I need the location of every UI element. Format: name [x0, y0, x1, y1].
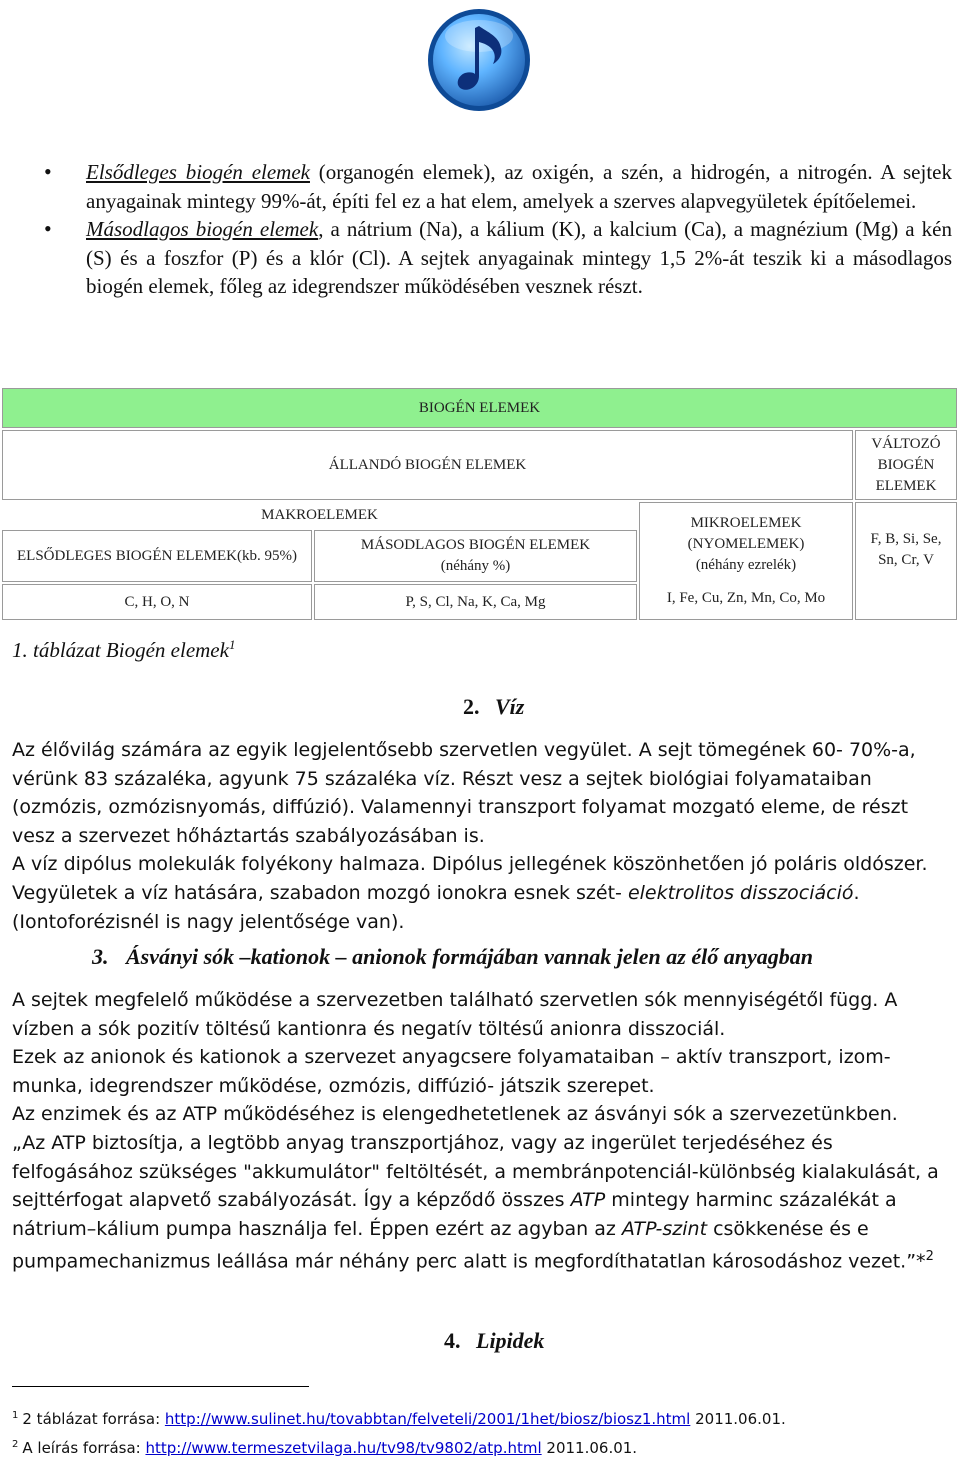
- text-run: csökkenése és e pumpamechanizmus leállása már néhány perc alatt is megfordíthatatlan károsodáshoz vezet.”*: [12, 1217, 926, 1273]
- footnote-link[interactable]: http://www.sulinet.hu/tovabbtan/felveteli/2001/1het/biosz/biosz1.html: [164, 1410, 691, 1428]
- header-allando: ÁLLANDÓ BIOGÉN ELEMEK: [2, 430, 853, 500]
- masodlagos-title: MÁSODLAGOS BIOGÉN ELEMEK: [360, 537, 591, 553]
- footnote: [12, 1432, 786, 1461]
- text-run-italic: elektrolitos disszociáció: [627, 881, 854, 904]
- text-run: mintegy harminc százalékát a nátrium–kálium pumpa használja fel. Éppen ezért az agyban az: [12, 1189, 897, 1240]
- bullet-icon: •: [44, 159, 52, 184]
- footnote-number: 2: [12, 1439, 19, 1450]
- footnotes: [12, 1403, 786, 1461]
- mikro-elements: I, Fe, Cu, Zn, Mn, Co, Mo: [666, 590, 826, 606]
- list-item: [30, 215, 952, 301]
- paragraph: [12, 850, 934, 936]
- mikro-title: MIKROELEMEK: [690, 515, 802, 531]
- text-run: . (Iontoforézisnél is nagy jelentősége van).: [12, 881, 860, 933]
- header-valtozo: VÁLTOZÓ BIOGÉN ELEMEK: [855, 430, 957, 500]
- bullet-icon: •: [44, 216, 52, 241]
- section-2-title: Víz: [495, 694, 525, 719]
- music-note-icon: [425, 6, 533, 114]
- footnote-date: 2011.06.01.: [541, 1439, 638, 1457]
- cell-masodlagos: [314, 530, 637, 582]
- cell-elsodleges: ELSŐDLEGES BIOGÉN ELEMEK(kb. 95%): [2, 530, 312, 582]
- list-item-text: (organogén elemek), az oxigén, a szén, a hidrogén, a nitrogén. A sejtek anyagainak mintegy 99%-át, építi fel ez a hat elem, amelyek a szerves alapvegyületek építőelemei.: [86, 160, 952, 213]
- paragraph: Ezek az anionok és kationok a szervezet anyagcsere folyamataiban – aktív transzport, izom-munka, idegrendszer működése, ozmózis, diffúzió- játszik szerepet.: [12, 1046, 891, 1097]
- mikro-sub1: (NYOMELEMEK): [687, 536, 805, 552]
- text-run-italic: ATP-szint: [621, 1217, 708, 1240]
- list-item-text: , a nátrium (Na), a kálium (K), a kalcium (Ca), a magnézium (Mg) a kén (S) és a foszfor (P) és a klór (Cl). A sejtek anyagainak mintegy 1,5 2%-át teszik ki a másodlagos biogén elemek, főleg az idegrendszer működésében vesznek részt.: [86, 217, 952, 298]
- section-3-body: [12, 986, 940, 1276]
- table-caption: [12, 637, 235, 663]
- footnote: [12, 1403, 786, 1432]
- footnote-prefix: 2 táblázat forrása:: [22, 1410, 165, 1428]
- section-2-body: [12, 736, 934, 936]
- footnote-link[interactable]: http://www.termeszetvilaga.hu/tv98/tv9802/atp.html: [145, 1439, 542, 1457]
- section-3-number: 3.: [92, 944, 109, 969]
- term-primary: Elsődleges biogén elemek: [86, 160, 310, 184]
- table-header: BIOGÉN ELEMEK: [2, 388, 957, 428]
- footnote-prefix: A leírás forrása:: [22, 1439, 146, 1457]
- section-4-number: 4.: [444, 1328, 461, 1353]
- section-3-title: Ásványi sók –kationok – anionok formájában vannak jelen az élő anyagban: [126, 944, 813, 969]
- mikro-sub2: (néhány ezrelék): [695, 557, 797, 573]
- footnote-ref: 2: [925, 1249, 934, 1265]
- cell-elsodleges-elements: C, H, O, N: [2, 584, 312, 620]
- section-4-heading: [444, 1328, 544, 1354]
- footnote-date: 2011.06.01.: [690, 1410, 786, 1428]
- footnote-number: 1: [12, 1410, 19, 1421]
- section-2-number: 2.: [463, 694, 480, 719]
- text-run-italic: ATP: [570, 1189, 606, 1212]
- text-run: A víz dipólus molekulák folyékony halmaza. Dipólus jellegének köszönhetően jó poláris oldószer. Vegyületek a víz hatására, szabadon mozgó ionokra esnek szét-: [12, 853, 928, 904]
- list-item: [30, 158, 952, 215]
- caption-text: 1. táblázat Biogén elemek: [12, 638, 229, 662]
- footnote-divider: [12, 1386, 309, 1387]
- section-2-heading: [463, 694, 524, 720]
- paragraph: A sejtek megfelelő működése a szervezetben található szervetlen sók mennyiségétől függ. A vízben a sók pozitív töltésű kantionra és negatív töltésű anionra disszociál.: [12, 989, 898, 1040]
- biogen-table: [0, 386, 959, 622]
- quote-paragraph: [12, 1129, 940, 1276]
- term-secondary: Másodlagos biogén elemek: [86, 217, 319, 241]
- cell-masodlagos-elements: P, S, Cl, Na, K, Ca, Mg: [314, 584, 637, 620]
- paragraph: Az enzimek és az ATP működéséhez is elengedhetetlenek az ásványi sók a szervezetünkben.: [12, 1103, 898, 1126]
- header-makro: MAKROELEMEK: [261, 506, 378, 523]
- bullet-list: [30, 158, 952, 301]
- section-3-heading: [92, 944, 813, 970]
- caption-footnote-ref: 1: [228, 637, 236, 652]
- masodlagos-sub: (néhány %): [440, 558, 511, 574]
- cell-mikro: [639, 502, 853, 620]
- cell-valtozo-elements: F, B, Si, Se, Sn, Cr, V: [855, 502, 957, 620]
- section-4-title: Lipidek: [476, 1328, 545, 1353]
- paragraph: Az élővilág számára az egyik legjelentősebb szervetlen vegyület. A sejt tömegének 60- 70%-a, vérünk 83 százaléka, agyunk 75 százaléka víz. Részt vesz a sejtek biológiai folyamataiban (ozmózis, ozmózisnyomás, diffúzió). Valamennyi transzport folyamat mozgató eleme, de részt vesz a szervezet hőháztartás szabályozásában is.: [12, 739, 916, 847]
- text-run: „Az ATP biztosítja, a legtöbb anyag transzportjához, vagy az ingerület terjedéséhez és felfogásához szükséges "akkumulátor" feltöltését, a membránpotenciál-különbség kialakulását, a sejttérfogat alapvető szabályozását. Így a képződő összes: [12, 1131, 939, 1212]
